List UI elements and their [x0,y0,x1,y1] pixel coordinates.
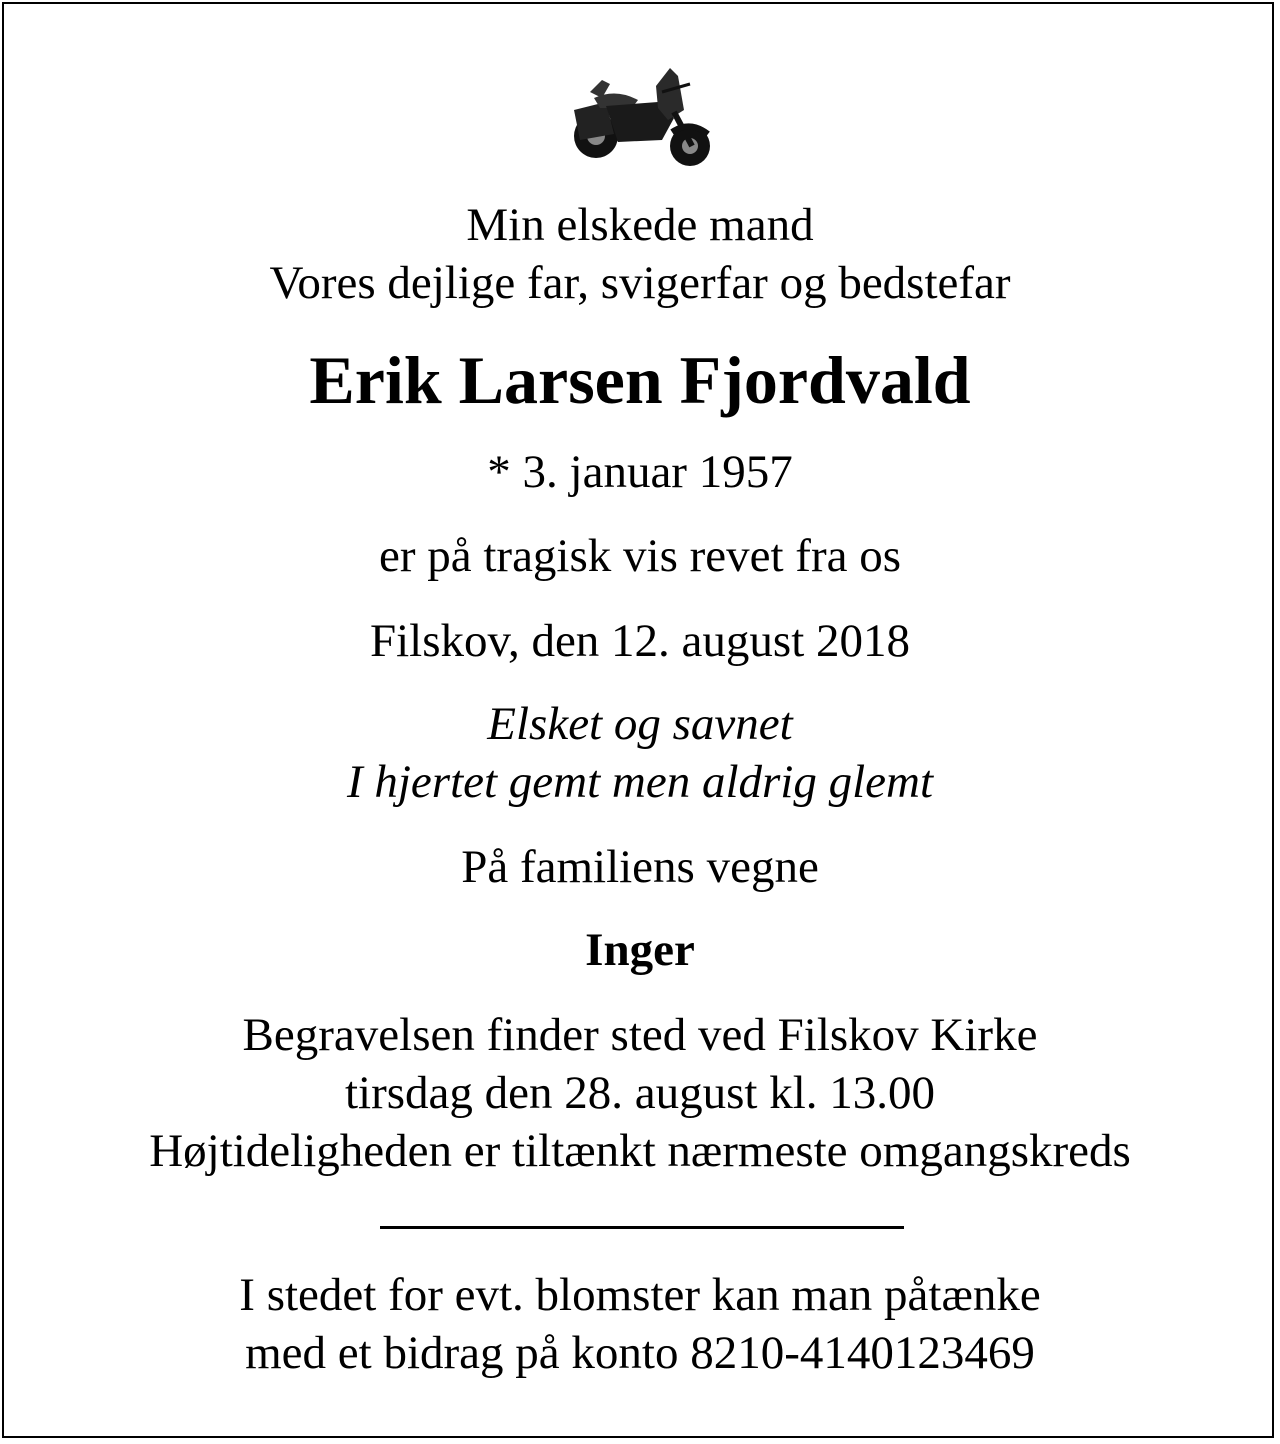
birth-date: * 3. januar 1957 [487,446,793,498]
donation-line-1: I stedet for evt. blomster kan man påtænke [239,1269,1041,1321]
passed-text: er på tragisk vis revet fra os [378,530,902,582]
donation-line-2: med et bidrag på konto 8210-4140123469 [245,1327,1035,1379]
deceased-name: Erik Larsen Fjordvald [309,342,971,418]
on-behalf-text: På familiens vegne [461,841,819,893]
divider-line [380,1226,904,1229]
intro-line-1: Min elskede mand [466,199,814,251]
verse-line-2: I hjertet gemt men aldrig glemt [346,756,934,808]
intro-line-2: Vores dejlige far, svigerfar og bedstefar [269,257,1011,309]
verse [0,695,1280,811]
verse-line-1: Elsket og savnet [487,698,793,750]
funeral-info [0,1006,1280,1180]
funeral-line-1: Begravelsen finder sted ved Filskov Kirke [242,1009,1038,1061]
intro-text [0,196,1280,312]
funeral-line-3: Højtideligheden er tiltænkt nærmeste omgangskreds [149,1125,1131,1177]
signer-name: Inger [585,924,695,976]
funeral-line-2: tirsdag den 28. august kl. 13.00 [344,1067,936,1119]
donation-info [0,1266,1280,1382]
motorcycle-icon [566,62,714,168]
place-date: Filskov, den 12. august 2018 [369,615,911,667]
